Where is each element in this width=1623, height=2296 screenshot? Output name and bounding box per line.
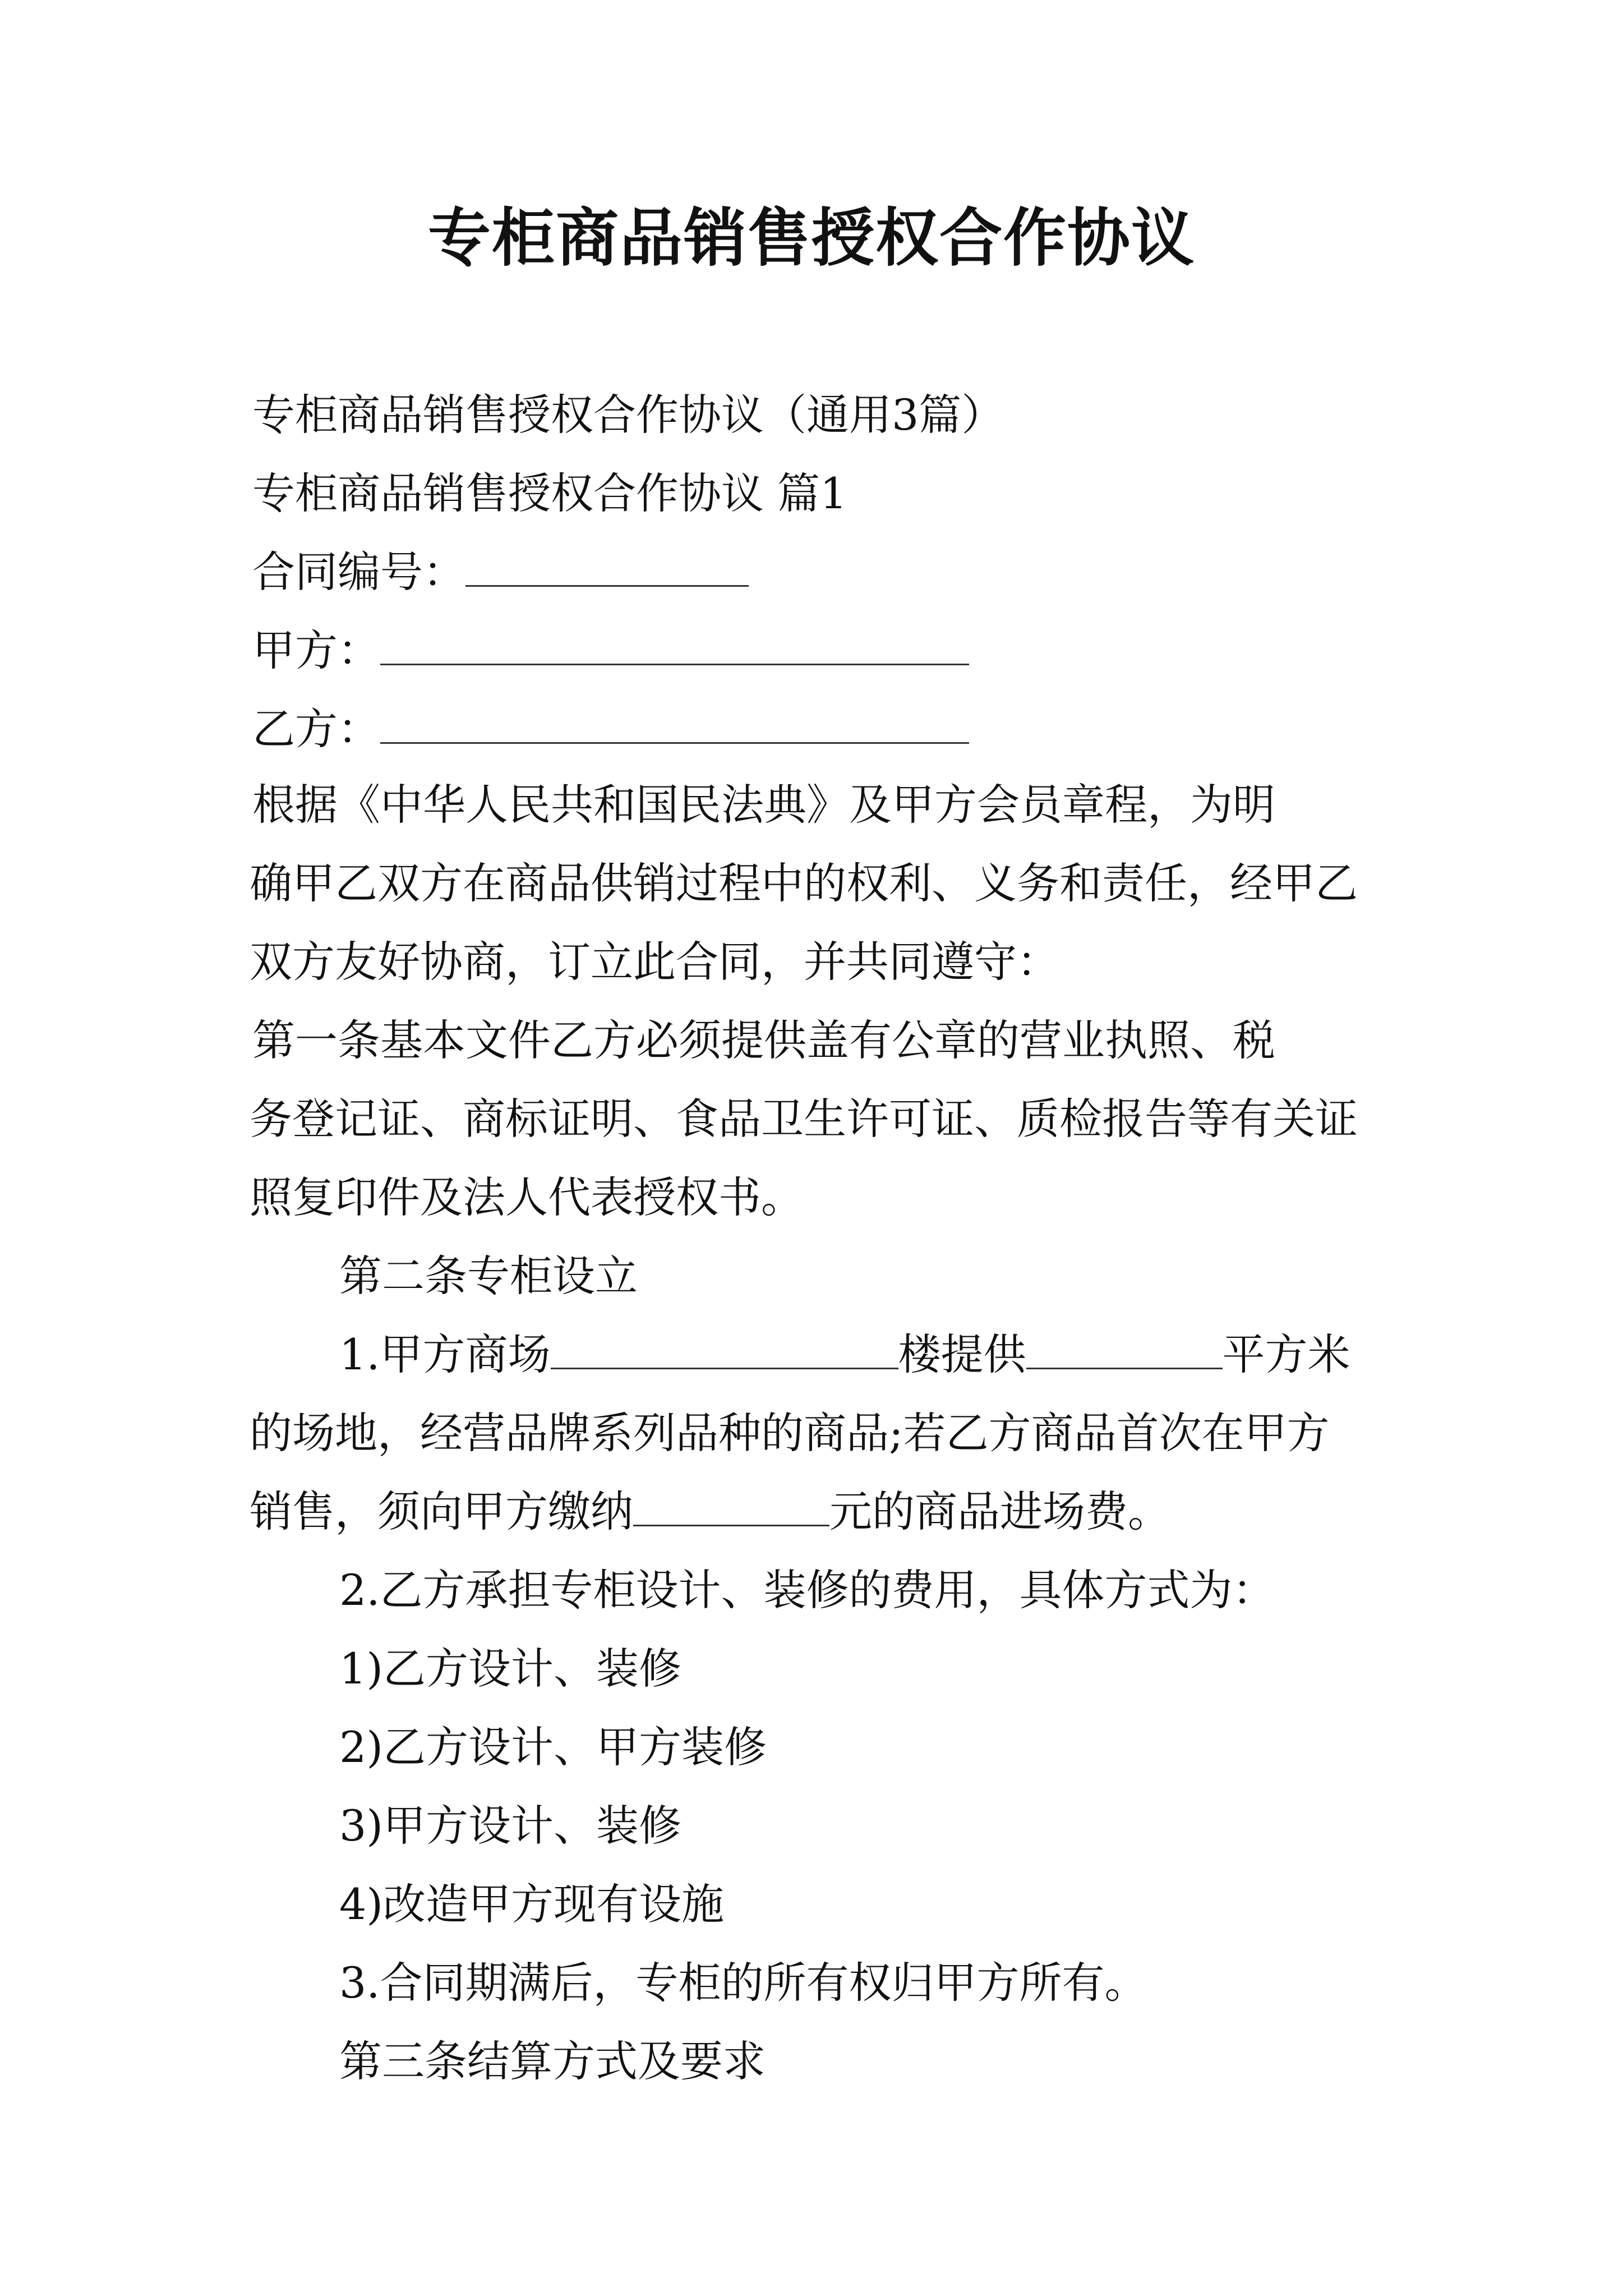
intro-line: 双方友好协商，订立此合同，并共同遵守： (250, 937, 1059, 987)
section-heading: 专柜商品销售授权合作协议 篇1 (252, 468, 847, 518)
party-a-label: 甲方： (252, 625, 380, 675)
item1-line1 (339, 1327, 1472, 1383)
intro-line: 根据《中华人民共和国民法典》及甲方会员章程，为明 (252, 780, 1275, 830)
item2: 2.乙方承担专柜设计、装修的费用，具体方式为： (339, 1565, 1275, 1615)
item1-part-a: 1.甲方商场 (339, 1329, 551, 1379)
party-b-row (252, 701, 1385, 757)
fee-blank (633, 1485, 829, 1526)
option-item: 4)改造甲方现有设施 (339, 1879, 725, 1929)
area-blank (1026, 1328, 1223, 1369)
item1-line3-a: 销售，须向甲方缴纳 (250, 1487, 633, 1536)
floor-blank (551, 1328, 898, 1369)
item1-line3 (250, 1484, 1382, 1540)
item1-part-c: 平方米 (1222, 1329, 1350, 1379)
article1-line: 照复印件及法人代表授权书。 (250, 1172, 804, 1222)
item1-line2: 的场地，经营品牌系列品种的商品;若乙方商品首次在甲方 (250, 1408, 1330, 1458)
contract-number-blank (465, 546, 749, 587)
contract-number-label: 合同编号： (252, 547, 465, 597)
option-item: 2)乙方设计、甲方装修 (339, 1722, 767, 1772)
party-b-label: 乙方： (252, 704, 380, 754)
article1-line: 第一条基本文件乙方必须提供盖有公章的营业执照、税 (252, 1015, 1275, 1065)
party-b-blank (380, 703, 969, 744)
document-subtitle: 专柜商品销售授权合作协议（通用3篇） (252, 390, 1004, 440)
contract-number-row (252, 544, 1385, 600)
item1-line3-b: 元的商品进场费。 (829, 1487, 1170, 1536)
option-item: 3)甲方设计、装修 (339, 1801, 682, 1851)
article1-line: 务登记证、商标证明、食品卫生许可证、质检报告等有关证 (250, 1094, 1358, 1144)
article3-heading: 第三条结算方式及要求 (339, 2036, 766, 2086)
article2-heading: 第二条专柜设立 (339, 1251, 638, 1301)
option-item: 1)乙方设计、装修 (339, 1644, 682, 1694)
party-a-row (252, 623, 1385, 679)
item3: 3.合同期满后，专柜的所有权归甲方所有。 (339, 1958, 1147, 2008)
item1-part-b: 楼提供 (898, 1329, 1026, 1379)
intro-line: 确甲乙双方在商品供销过程中的权利、义务和责任，经甲乙 (250, 858, 1358, 908)
party-a-blank (380, 624, 969, 665)
document-title: 专柜商品销售授权合作协议 (428, 202, 1195, 275)
